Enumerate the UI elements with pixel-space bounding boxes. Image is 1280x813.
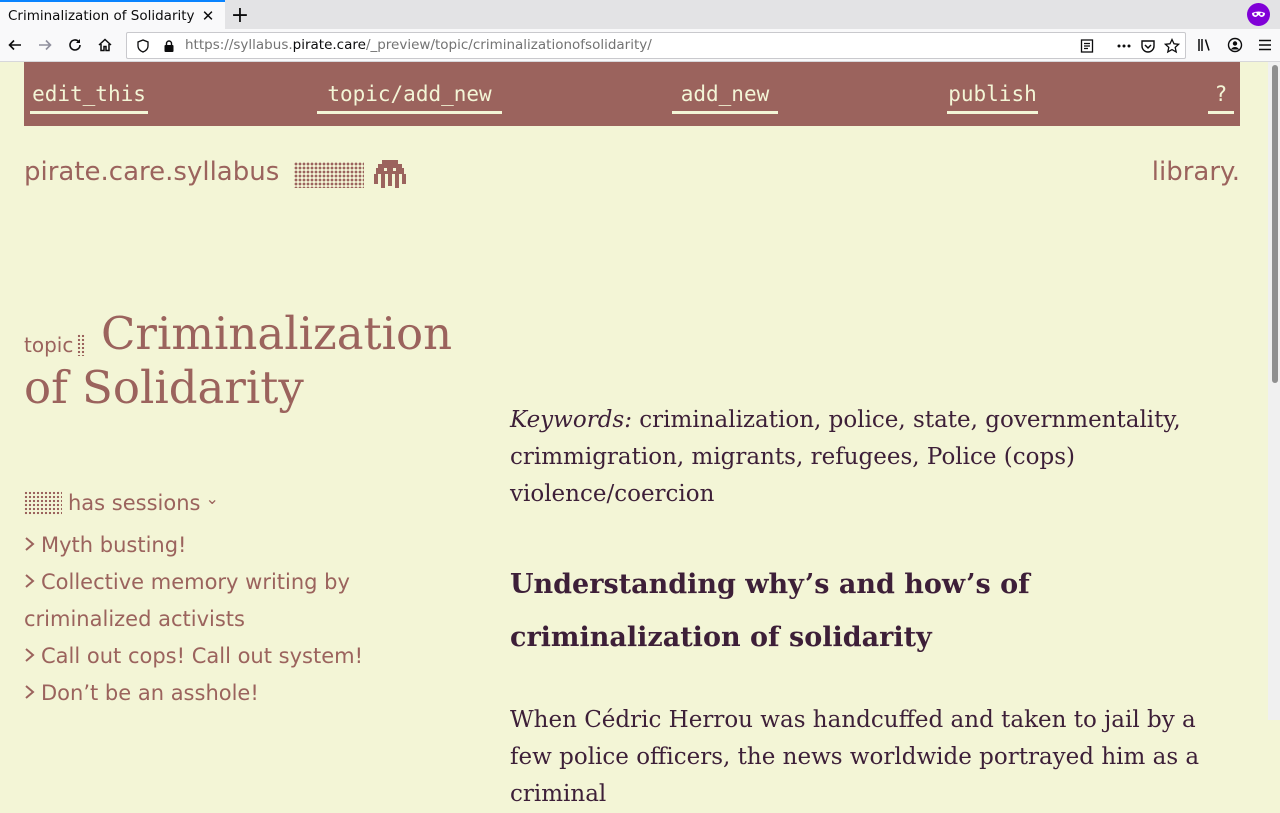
tab-bar xyxy=(0,0,1280,29)
session-link[interactable]: Don’t be an asshole! xyxy=(24,675,384,712)
pocket-icon[interactable] xyxy=(1136,34,1160,58)
dot-pattern-icon xyxy=(294,162,364,188)
chevron-right-icon xyxy=(24,527,40,564)
private-browsing-icon xyxy=(1247,3,1270,26)
address-bar[interactable] xyxy=(126,32,1186,59)
keywords-text: criminalization, police, state, governmentality, crimmigration, migrants, refugees, Police (cops) violence/coercion xyxy=(510,407,1181,507)
session-link[interactable]: Call out cops! Call out system! xyxy=(24,638,384,675)
session-link[interactable]: Myth busting! xyxy=(24,527,384,564)
lock-icon[interactable] xyxy=(157,34,181,58)
topic-add-new-button[interactable]: topic/add_new xyxy=(317,76,502,114)
body-paragraph: When Cédric Herrou was handcuffed and taken to jail by a few police officers, the news worldwide portrayed him as a criminal xyxy=(510,707,1200,807)
library-link[interactable]: library. xyxy=(1151,157,1240,187)
section-heading: Understanding why’s and how’s of criminalization of solidarity xyxy=(510,569,1030,653)
close-tab-icon[interactable]: ✕ xyxy=(201,6,215,25)
back-icon[interactable] xyxy=(3,33,27,57)
active-tab[interactable] xyxy=(0,0,225,29)
octopus-logo-icon xyxy=(372,158,408,190)
chevron-right-icon xyxy=(24,638,40,675)
admin-toolbar xyxy=(24,62,1240,126)
site-brand-link[interactable]: pirate.care.syllabus xyxy=(24,157,280,187)
new-tab-icon[interactable]: + xyxy=(230,2,250,28)
add-new-button[interactable]: add_new xyxy=(672,76,778,114)
chevron-right-icon xyxy=(24,675,40,712)
tab-title: Criminalization of Solidarity xyxy=(8,7,195,24)
library-icon[interactable] xyxy=(1193,33,1217,57)
keywords-label: Keywords: xyxy=(510,407,632,433)
session-link[interactable]: Collective memory writing by criminalized activists xyxy=(24,564,384,638)
url-text: https://syllabus.pirate.care/_preview/topic/criminalizationofsolidarity/ xyxy=(185,37,652,53)
page-actions-icon[interactable] xyxy=(1112,34,1136,58)
chevron-down-icon: ⌄ xyxy=(205,488,219,508)
page-scrollbar[interactable] xyxy=(1268,62,1280,720)
sessions-heading[interactable]: has sessions ⌄ xyxy=(24,489,219,517)
topic-body xyxy=(510,402,1240,813)
chevron-right-icon xyxy=(24,564,40,601)
bookmark-star-icon[interactable] xyxy=(1160,34,1184,58)
edit-this-button[interactable]: edit_this xyxy=(30,76,148,114)
keywords xyxy=(510,402,1240,513)
scrollbar-thumb[interactable] xyxy=(1272,65,1278,383)
reload-icon[interactable] xyxy=(63,33,87,57)
navigation-bar xyxy=(0,29,1280,62)
help-button[interactable]: ? xyxy=(1208,76,1234,114)
menu-icon[interactable] xyxy=(1253,33,1277,57)
forward-icon[interactable] xyxy=(33,33,57,57)
reader-view-icon[interactable] xyxy=(1075,34,1099,58)
topic-title: Criminalization of Solidarity xyxy=(24,307,453,414)
tracking-protection-icon[interactable] xyxy=(131,34,155,58)
home-icon[interactable] xyxy=(93,33,117,57)
session-list xyxy=(24,527,384,712)
topic-label: topic xyxy=(24,333,85,357)
dot-pattern-icon xyxy=(24,491,62,515)
account-icon[interactable] xyxy=(1223,33,1247,57)
publish-button[interactable]: publish xyxy=(947,76,1038,114)
topic-marker-icon xyxy=(77,334,85,356)
page-content xyxy=(0,62,1268,807)
